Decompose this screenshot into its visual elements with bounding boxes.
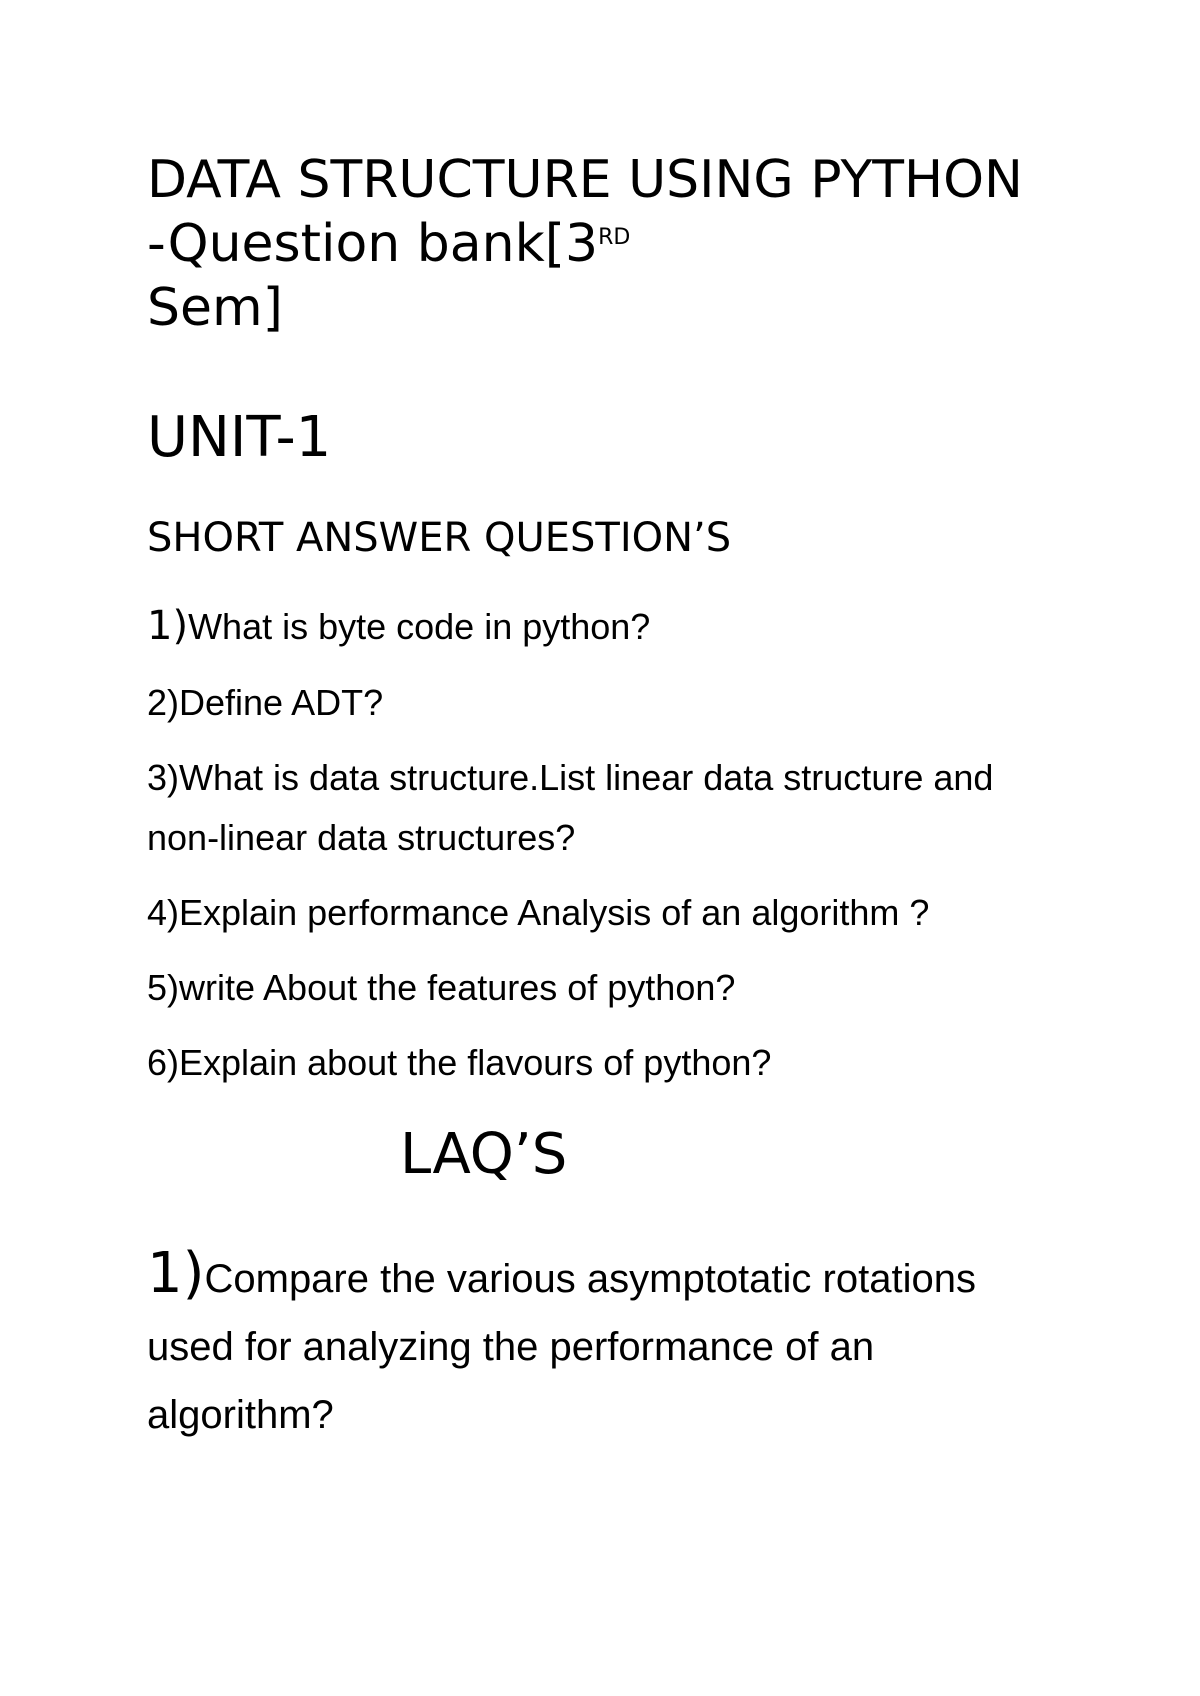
question-text: Compare the various asymptotatic rotations used for analyzing the performance of an algorithm? — [147, 1257, 976, 1437]
short-question-6 — [147, 1033, 1047, 1093]
question-number: 6) — [147, 1042, 180, 1083]
laq-heading: LAQ’S — [400, 1122, 568, 1187]
long-question-1 — [147, 1240, 1047, 1449]
question-text: What is data structure.List linear data structure and non-linear data structures? — [147, 757, 994, 858]
unit-heading: UNIT-1 — [147, 405, 332, 470]
question-number: 1) — [147, 603, 189, 649]
question-text: write About the features of python? — [179, 967, 736, 1008]
question-text: Define ADT? — [179, 682, 384, 723]
title-end: Sem] — [147, 278, 283, 338]
question-number: 5) — [147, 967, 180, 1008]
short-question-5 — [147, 958, 1047, 1018]
short-question-4 — [147, 883, 1047, 943]
short-question-1 — [147, 596, 1047, 657]
question-text: What is byte code in python? — [188, 606, 651, 647]
question-number: 3) — [147, 757, 180, 798]
document-title — [147, 148, 1047, 340]
title-superscript: RD — [598, 225, 631, 250]
question-number: 4) — [147, 892, 180, 933]
short-question-3 — [147, 748, 1047, 868]
short-question-2 — [147, 673, 1047, 733]
question-number: 2) — [147, 682, 180, 723]
short-answer-heading: SHORT ANSWER QUESTION’S — [147, 515, 732, 561]
question-text: Explain performance Analysis of an algorithm ? — [179, 892, 930, 933]
question-text: Explain about the flavours of python? — [179, 1042, 772, 1083]
question-number: 1) — [147, 1241, 205, 1306]
title-main: DATA STRUCTURE USING PYTHON -Question bank[3 — [147, 150, 1023, 274]
